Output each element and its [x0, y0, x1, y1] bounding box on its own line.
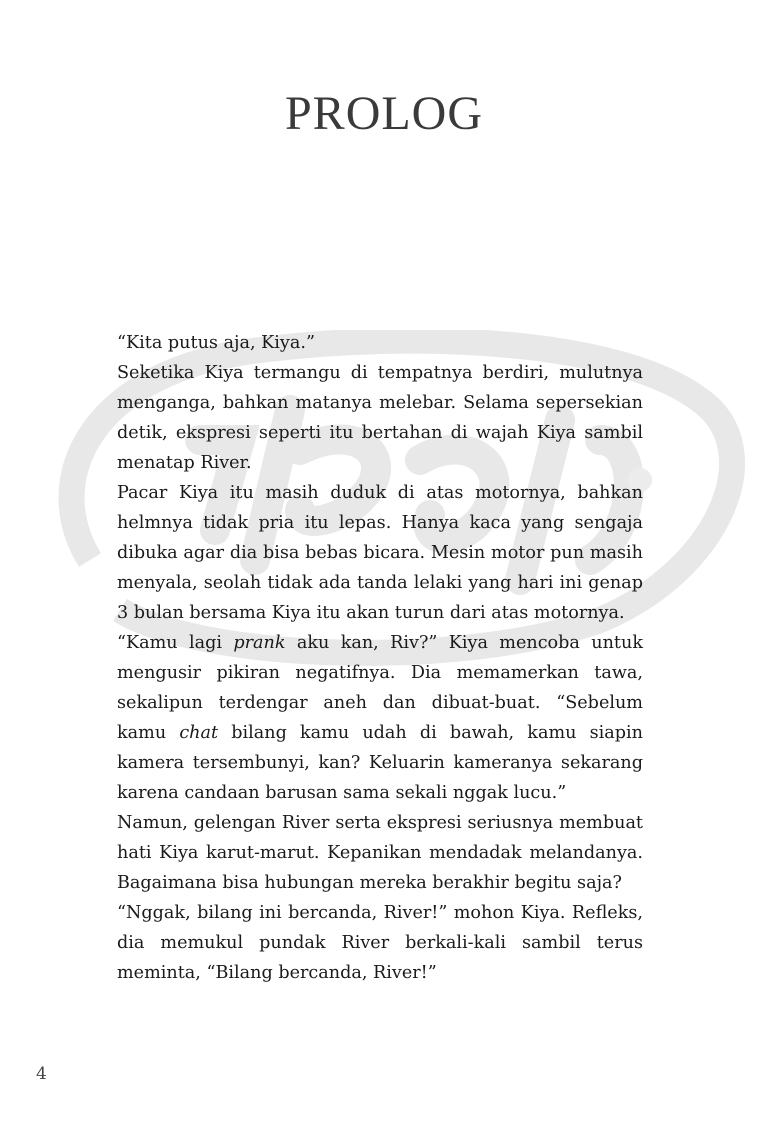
text-run: bilang kamu udah di bawah, kamu siapin kamera tersembunyi, kan? Keluarin kameranya sekarang karena candaan barusan sama sekali nggak lucu.” — [117, 723, 643, 803]
text-run: aku kan, Riv?” Kiya mencoba untuk mengusir pikiran negatifnya. Dia memamerkan tawa, sekalipun terdengar aneh dan dibuat-buat. “Sebelum kamu — [117, 633, 643, 743]
paragraph-p3 — [117, 478, 643, 628]
chapter-title: PROLOG — [284, 87, 484, 140]
paragraph-p6 — [117, 898, 643, 988]
text-run: “Kamu lagi — [117, 633, 234, 653]
page-number: 4 — [36, 1064, 47, 1084]
paragraph-p5 — [117, 808, 643, 898]
paragraph-p1 — [117, 328, 643, 358]
text-run: Pacar Kiya itu masih duduk di atas motornya, bahkan helmnya tidak pria itu lepas. Hanya kaca yang sengaja dibuka agar dia bisa bebas bicara. Mesin motor pun masih menyala, seolah tidak ada tanda lelaki yang hari ini genap 3 bulan bersama Kiya itu akan turun dari atas motornya. — [117, 483, 643, 623]
chapter-body — [117, 328, 643, 988]
italic-term: chat — [179, 723, 219, 743]
text-run: Seketika Kiya termangu di tempatnya berdiri, mulutnya menganga, bahkan matanya melebar. Selama sepersekian detik, ekspresi seperti itu bertahan di wajah Kiya sambil menatap River. — [117, 363, 643, 473]
text-run: “Kita putus aja, Kiya.” — [117, 333, 315, 353]
text-run: “Nggak, bilang ini bercanda, River!” mohon Kiya. Refleks, dia memukul pundak River berkali-kali sambil terus meminta, “Bilang bercanda, River!” — [117, 903, 643, 983]
paragraph-p4 — [117, 628, 643, 808]
text-run: Namun, gelengan River serta ekspresi seriusnya membuat hati Kiya karut-marut. Kepanikan mendadak melandanya. Bagaimana bisa hubungan mereka berakhir begitu saja? — [117, 813, 643, 893]
paragraph-p2 — [117, 358, 643, 478]
italic-term: prank — [233, 633, 286, 653]
